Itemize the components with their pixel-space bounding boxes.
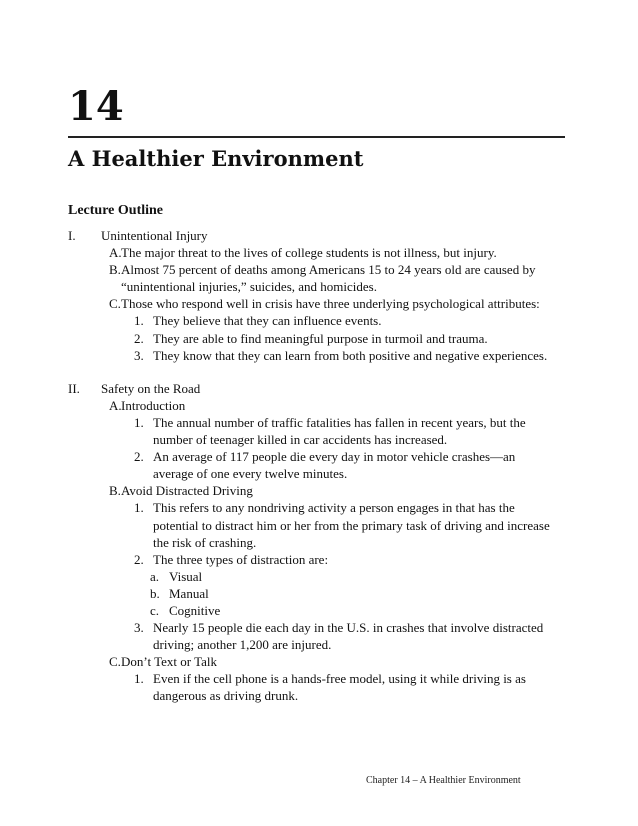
outline-marker: 1.: [134, 313, 144, 329]
outline-item-level-1: [68, 380, 558, 397]
outline-item-level-2: [68, 653, 558, 670]
outline-marker: b.: [150, 585, 160, 601]
outline-text: They know that they can learn from both positive and negative experiences.: [153, 347, 548, 363]
chapter-number: 14: [68, 83, 124, 130]
outline-item-level-3: [68, 670, 558, 704]
outline-text: Even if the cell phone is a hands-free model, using it while driving is as dangerous as driving drunk.: [153, 671, 526, 704]
lecture-outline: [68, 227, 558, 705]
page-footer: Chapter 14 – A Healthier Environment: [366, 775, 521, 786]
outline-marker: c.: [150, 602, 160, 618]
outline-item-level-2: [68, 244, 558, 261]
outline-item-level-4: [68, 585, 558, 602]
outline-item-level-2: [68, 295, 558, 312]
outline-item-level-3: [68, 448, 558, 482]
outline-marker: I.: [68, 228, 76, 243]
outline-marker: 3.: [134, 620, 144, 636]
outline-item-level-3: [68, 347, 558, 364]
outline-item-level-3: [68, 414, 558, 448]
title-rule: [68, 136, 565, 138]
outline-marker: 3.: [134, 347, 144, 363]
outline-text: Safety on the Road: [101, 380, 201, 396]
outline-item-level-3: [68, 312, 558, 329]
outline-text: Manual: [169, 585, 209, 601]
outline-text: Cognitive: [169, 602, 221, 618]
outline-text: Avoid Distracted Driving: [121, 483, 253, 499]
outline-item-level-3: [68, 330, 558, 347]
outline-item-level-2: [68, 482, 558, 499]
outline-text: Nearly 15 people die each day in the U.S. in crashes that involve distracted driving; another 1,200 are injured.: [153, 620, 544, 653]
outline-text: Those who respond well in crisis have three underlying psychological attributes:: [121, 296, 540, 312]
outline-text: They believe that they can influence events.: [153, 313, 382, 329]
outline-marker: C.: [109, 296, 121, 312]
outline-text: Visual: [169, 568, 203, 584]
chapter-title: A Healthier Environment: [68, 146, 364, 171]
outline-marker: 2.: [134, 551, 144, 567]
outline-text: The three types of distraction are:: [153, 551, 329, 567]
outline-item-level-3: [68, 619, 558, 653]
outline-item-level-3: [68, 551, 558, 568]
outline-spacer: [68, 364, 558, 380]
outline-item-level-3: [68, 499, 558, 550]
outline-text: An average of 117 people die every day in motor vehicle crashes—an average of one every twelve minutes.: [153, 449, 516, 482]
outline-marker: a.: [150, 568, 160, 584]
outline-marker: B.: [109, 262, 121, 278]
outline-text: The annual number of traffic fatalities has fallen in recent years, but the number of teenager killed in car accidents has increased.: [153, 414, 526, 448]
outline-item-level-4: [68, 568, 558, 585]
outline-marker: 1.: [134, 500, 144, 516]
outline-text: They are able to find meaningful purpose in turmoil and trauma.: [153, 330, 488, 346]
outline-item-level-1: [68, 227, 558, 244]
outline-text: Don’t Text or Talk: [121, 654, 218, 670]
outline-item-level-2: [68, 397, 558, 414]
outline-marker: 2.: [134, 330, 144, 346]
outline-marker: II.: [68, 380, 80, 396]
section-heading: Lecture Outline: [68, 203, 164, 218]
outline-marker: 1.: [134, 671, 144, 687]
outline-text: Introduction: [121, 397, 186, 413]
outline-item-level-4: [68, 602, 558, 619]
outline-text: Unintentional Injury: [101, 228, 208, 243]
outline-marker: C.: [109, 654, 121, 670]
outline-item-level-2: [68, 261, 558, 295]
outline-marker: B.: [109, 483, 121, 499]
outline-marker: 1.: [134, 414, 144, 430]
outline-text: Almost 75 percent of deaths among Americans 15 to 24 years old are caused by “unintentional injuries,” suicides, and homicides.: [121, 262, 536, 295]
outline-text: This refers to any nondriving activity a person engages in that has the potential to distract him or her from the primary task of driving and increase the risk of crashing.: [153, 500, 550, 550]
outline-text: The major threat to the lives of college students is not illness, but injury.: [121, 245, 497, 261]
outline-marker: A.: [109, 245, 122, 261]
outline-marker: A.: [109, 397, 122, 413]
outline-marker: 2.: [134, 449, 144, 465]
